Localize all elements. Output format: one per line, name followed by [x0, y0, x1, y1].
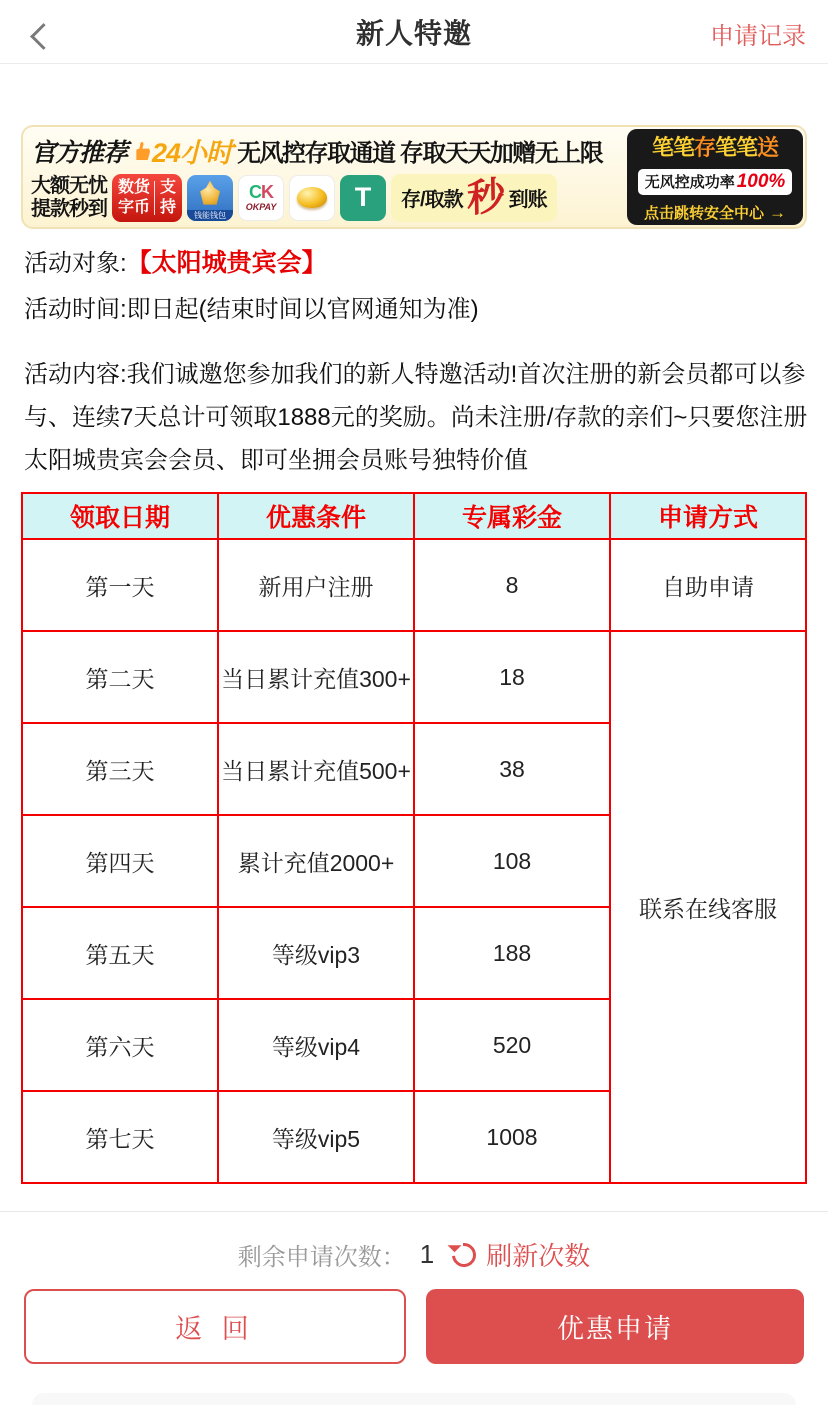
cell-apply: 自助申请 [610, 539, 806, 631]
promo-banner[interactable] [21, 125, 807, 229]
thumbs-up-icon [131, 141, 150, 160]
cell-day: 第二天 [22, 631, 218, 723]
column-header-bonus: 专属彩金 [414, 493, 610, 539]
arrow-right-icon: → [769, 202, 786, 222]
big-amount-line1: 大额无忧 [31, 174, 107, 197]
digital-currency-badge [112, 174, 182, 222]
column-header-condition: 优惠条件 [218, 493, 414, 539]
activity-time-line: 活动时间:即日起(结束时间以官网通知为准) [24, 296, 479, 323]
cell-condition: 等级vip5 [218, 1091, 414, 1183]
refresh-count-link[interactable]: 刷新次数 [486, 1241, 591, 1271]
crypto-col-2: 货 币 [134, 178, 151, 216]
cell-day: 第一天 [22, 539, 218, 631]
success-rate-pill [638, 169, 793, 195]
gold-ingot-icon [289, 175, 335, 221]
crypto-col-1: 数 字 [118, 178, 135, 216]
remaining-count-label: 剩余申请次数： [237, 1244, 406, 1271]
column-header-date: 领取日期 [22, 493, 218, 539]
bottom-sheet-edge [32, 1393, 796, 1405]
cell-bonus: 1008 [414, 1091, 610, 1183]
cell-day: 第三天 [22, 723, 218, 815]
refresh-icon[interactable] [447, 1238, 481, 1272]
cell-bonus: 520 [414, 999, 610, 1091]
footer-buttons-row [24, 1289, 804, 1364]
qianneng-mascot-shape [199, 181, 221, 205]
footer [0, 1211, 828, 1405]
cell-day: 第六天 [22, 999, 218, 1091]
activity-target-label: 活动对象: [24, 250, 127, 277]
hours-label: 24小时 [152, 138, 233, 169]
back-button[interactable]: 返 回 [24, 1289, 406, 1364]
promo-table [21, 492, 807, 1184]
per-deposit-bonus-title: 笔笔存笔笔送 [651, 135, 779, 160]
column-header-apply: 申请方式 [610, 493, 806, 539]
crypto-col-3: 支 持 [160, 178, 177, 216]
cell-condition: 累计充值2000+ [218, 815, 414, 907]
official-badge-label: 官方推荐 [31, 138, 128, 167]
cell-bonus: 188 [414, 907, 610, 999]
table-row [22, 631, 806, 723]
big-amount-label [31, 175, 107, 221]
okpay-ck-mark: CK [249, 182, 274, 203]
gold-ingot-shape [297, 187, 327, 208]
activity-target-value: 【太阳城贵宾会】 [126, 249, 327, 277]
cell-bonus: 108 [414, 815, 610, 907]
deposit-prefix-label: 存/取款 [401, 189, 463, 212]
apply-promo-button[interactable]: 优惠申请 [426, 1289, 804, 1364]
cell-condition: 当日累计充值300+ [218, 631, 414, 723]
cell-apply-merged: 联系在线客服 [610, 631, 806, 1183]
safety-center-link[interactable]: 点击跳转安全中心 → [643, 202, 786, 222]
table-header-row [22, 493, 806, 539]
cell-condition: 当日累计充值500+ [218, 723, 414, 815]
activity-content-paragraph: 活动内容:我们诚邀您参加我们的新人特邀活动!首次注册的新会员都可以参与、连续7天总计可领取1888元的奖励。尚未注册/存款的亲们~只要您注册太阳城贵宾会会员、即可坐拥会员账号独特价值 [24, 361, 808, 474]
application-records-link[interactable]: 申请记录 [710, 23, 806, 50]
success-rate-value: 100% [736, 171, 786, 192]
cell-day: 第七天 [22, 1091, 218, 1183]
qianneng-wallet-icon [187, 175, 233, 221]
page-title: 新人特邀 [355, 17, 472, 49]
fast-seconds-char: 秒 [466, 174, 505, 221]
qianneng-wallet-label: 钱能钱包 [187, 210, 233, 221]
okpay-label: OKPAY [245, 202, 277, 213]
deposit-suffix-label: 到账 [508, 189, 547, 212]
tether-icon: T [340, 175, 386, 221]
cell-condition: 等级vip3 [218, 907, 414, 999]
crypto-divider [154, 181, 155, 215]
remaining-counts-row [0, 1236, 828, 1273]
activity-target-line [24, 243, 327, 279]
cell-day: 第四天 [22, 815, 218, 907]
banner-right-panel [627, 129, 803, 225]
header [0, 0, 828, 64]
banner-top-row [31, 130, 623, 171]
cell-condition: 新用户注册 [218, 539, 414, 631]
banner-bottom-row [31, 171, 623, 224]
cell-bonus: 8 [414, 539, 610, 631]
banner-headline: 无风控存取通道 存取天天加赠无上限 [237, 140, 603, 168]
cell-condition: 等级vip4 [218, 999, 414, 1091]
banner-left-section [25, 129, 625, 225]
remaining-count-value: 1 [419, 1239, 435, 1269]
big-amount-line2: 提款秒到 [31, 197, 107, 220]
table-row [22, 539, 806, 631]
cell-bonus: 18 [414, 631, 610, 723]
back-chevron-icon[interactable] [28, 22, 58, 52]
cell-bonus: 38 [414, 723, 610, 815]
fast-deposit-pill [391, 174, 557, 222]
success-rate-label: 无风控成功率 [644, 174, 735, 191]
cell-day: 第五天 [22, 907, 218, 999]
okpay-icon [238, 175, 284, 221]
